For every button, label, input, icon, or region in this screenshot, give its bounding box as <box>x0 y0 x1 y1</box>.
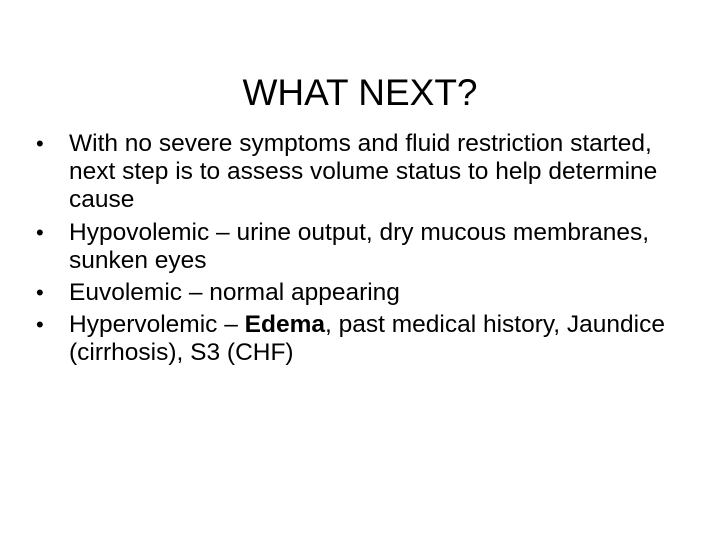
bullet-dot-icon: • <box>36 131 44 156</box>
bullet-text-suffix: , past medical history, Jaundice (cirrhosis), S3 (CHF) <box>69 311 665 367</box>
bullet-text: Euvolemic – normal appearing <box>69 279 400 307</box>
bullet-item <box>36 311 686 367</box>
bullet-text: Hypovolemic – urine output, dry mucous membranes, sunken eyes <box>69 218 650 274</box>
bullet-item <box>36 219 686 275</box>
bullet-dot-icon: • <box>36 312 44 338</box>
bullet-item <box>36 130 686 215</box>
slide-title: WHAT NEXT? <box>242 71 478 113</box>
bullet-list <box>36 130 686 372</box>
bullet-text-bold: Edema <box>244 311 325 339</box>
bullet-dot-icon: • <box>36 280 44 306</box>
bullet-text: With no severe symptoms and fluid restriction started, next step is to assess volume status to help determine cause <box>69 130 658 214</box>
bullet-dot-icon: • <box>36 219 44 245</box>
bullet-item <box>36 279 686 307</box>
bullet-text-prefix: Hypervolemic – <box>69 311 245 339</box>
